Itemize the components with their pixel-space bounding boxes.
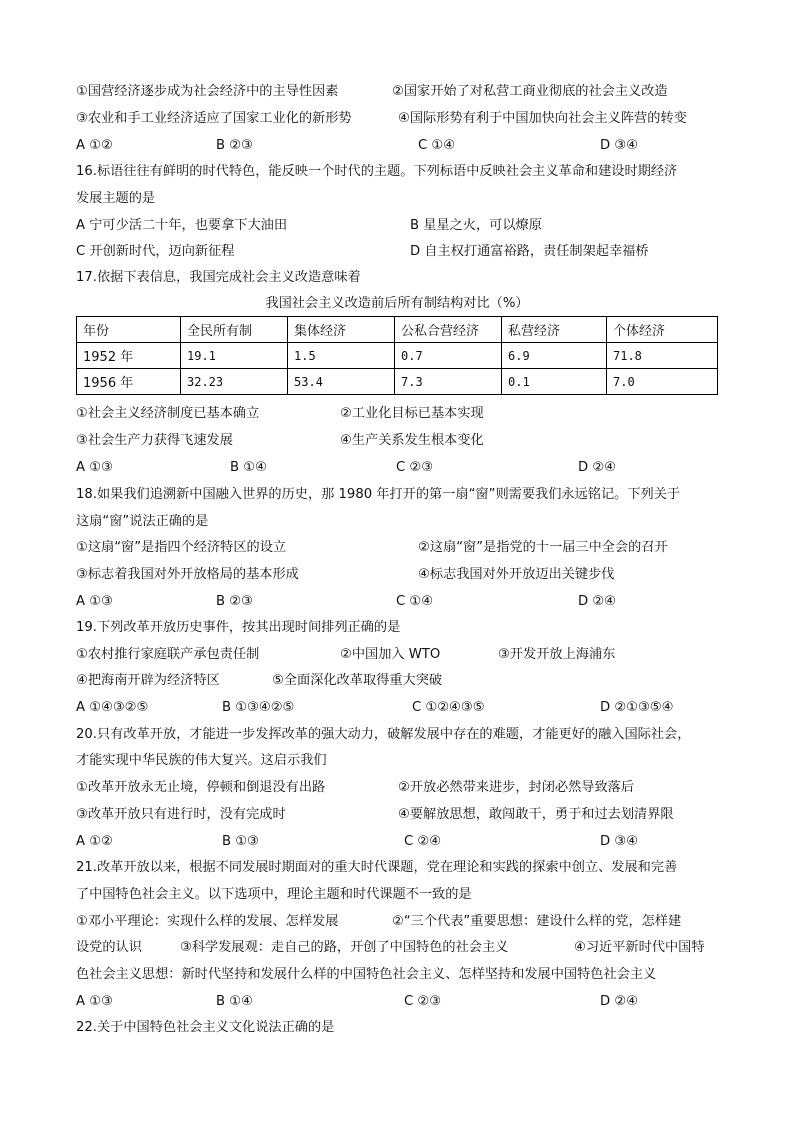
- q21-stem-2: 了中国特色社会主义。以下选项中，理论主题和时代课题不一致的是: [76, 887, 472, 902]
- q15-choice-b: B ②③: [216, 138, 253, 153]
- q16-choice-d: D 自主权打通富裕路，责任制架起幸福桥: [410, 244, 649, 259]
- q21-choice-d: D ②④: [600, 994, 638, 1009]
- table-cell: 0.1: [502, 369, 607, 395]
- q17-option-4: ④生产关系发生根本变化: [340, 433, 484, 448]
- table-header-cell: 年份: [77, 317, 181, 343]
- q18-option-4: ④标志我国对外开放迈出关键步伐: [418, 567, 615, 582]
- q19-option-1: ①农村推行家庭联产承包责任制: [76, 647, 260, 662]
- q20-choice-b: B ①③: [222, 834, 259, 849]
- q22-stem: 22.关于中国特色社会主义文化说法正确的是: [76, 1020, 335, 1035]
- table-cell: 1.5: [288, 343, 395, 369]
- table-cell: 6.9: [502, 343, 607, 369]
- q20-stem-1: 20.只有改革开放，才能进一步发挥改革的强大动力，破解发展中存在的难题，才能更好的融入国际社会，: [76, 727, 691, 742]
- q17-stem: 17.依据下表信息，我国完成社会主义改造意味着: [76, 270, 361, 285]
- q19-choice-b: B ①③④②⑤: [222, 700, 295, 715]
- q20-stem-2: 才能实现中华民族的伟大复兴。这启示我们: [76, 753, 327, 768]
- q19-choice-a: A ①④③②⑤: [76, 700, 149, 715]
- q18-choice-c: C ①④: [396, 594, 434, 609]
- q17-choice-a: A ①③: [76, 460, 113, 475]
- table-cell-year: 1952 年: [77, 343, 181, 369]
- table-cell: 0.7: [395, 343, 502, 369]
- q21-choice-b: B ①④: [216, 994, 253, 1009]
- q18-option-3: ③标志着我国对外开放格局的基本形成: [76, 567, 299, 582]
- q20-option-3: ③改革开放只有进行时，没有完成时: [76, 807, 286, 822]
- q18-choice-a: A ①③: [76, 594, 113, 609]
- q18-choice-d: D ②④: [578, 594, 616, 609]
- table-row: [77, 369, 718, 395]
- table-cell: 71.8: [607, 343, 718, 369]
- table-cell: 7.0: [607, 369, 718, 395]
- q21-option-4-part-2: 色社会主义思想：新时代坚持和发展什么样的中国特色社会主义、怎样坚持和发展中国特色社会主义: [76, 967, 657, 982]
- q19-stem: 19.下列改革开放历史事件，按其出现时间排列正确的是: [76, 620, 401, 635]
- q16-choice-c: C 开创新时代，迈向新征程: [76, 244, 235, 259]
- table-header-row: [77, 317, 718, 343]
- q16-choice-a: A 宁可少活二十年，也要拿下大油田: [76, 218, 288, 233]
- q15-option-1: ①国营经济逐步成为社会经济中的主导性因素: [76, 84, 339, 99]
- q18-option-2: ②这扇“窗”是指党的十一届三中全会的召开: [418, 540, 668, 555]
- q15-choice-c: C ①④: [418, 138, 456, 153]
- q19-choice-c: C ①②④③⑤: [412, 700, 485, 715]
- table-header-cell: 集体经济: [288, 317, 395, 343]
- q18-stem-1: 18.如果我们追溯新中国融入世界的历史，那 1980 年打开的第一扇“窗”则需要我们永远铭记。下列关于: [76, 487, 681, 502]
- table-cell: 53.4: [288, 369, 395, 395]
- q15-option-3: ③农业和手工业经济适应了国家工业化的新形势: [76, 111, 352, 126]
- q20-option-1: ①改革开放永无止境，停顿和倒退没有出路: [76, 780, 326, 795]
- q17-option-2: ②工业化目标已基本实现: [340, 406, 484, 421]
- q15-option-2: ②国家开始了对私营工商业彻底的社会主义改造: [392, 84, 668, 99]
- table-header-cell: 全民所有制: [181, 317, 288, 343]
- q16-stem-1: 16.标语往往有鲜明的时代特色，能反映一个时代的主题。下列标语中反映社会主义革命和建设时期经济: [76, 164, 678, 179]
- q21-stem-1: 21.改革开放以来，根据不同发展时期面对的重大时代课题，党在理论和实践的探索中创立、发展和完善: [76, 860, 678, 875]
- q15-choice-a: A ①②: [76, 138, 113, 153]
- q21-choice-c: C ②③: [404, 994, 442, 1009]
- q21-choice-a: A ①③: [76, 994, 113, 1009]
- table-cell-year: 1956 年: [77, 369, 181, 395]
- q19-choice-d: D ②①③⑤④: [600, 700, 674, 715]
- ownership-structure-table: [76, 316, 718, 395]
- q21-option-1: ①邓小平理论：实现什么样的发展、怎样发展: [76, 914, 339, 929]
- q18-stem-2: 这扇“窗”说法正确的是: [76, 514, 209, 529]
- q21-option-2-part-1: ②“三个代表”重要思想：建设什么样的党，怎样建: [392, 914, 682, 929]
- q17-option-1: ①社会主义经济制度已基本确立: [76, 406, 260, 421]
- q17-choice-b: B ①④: [230, 460, 267, 475]
- q21-option-2-part-2: 设党的认识: [76, 940, 142, 955]
- q17-choice-d: D ②④: [578, 460, 616, 475]
- table-header-cell: 个体经济: [607, 317, 718, 343]
- q20-option-4: ④要解放思想，敢闯敢干，勇于和过去划清界限: [398, 807, 674, 822]
- q21-option-4-part-1: ④习近平新时代中国特: [574, 940, 705, 955]
- q20-option-2: ②开放必然带来进步，封闭必然导致落后: [398, 780, 635, 795]
- q19-option-3: ③开发开放上海浦东: [498, 647, 616, 662]
- q18-choice-b: B ②③: [216, 594, 253, 609]
- table-cell: 32.23: [181, 369, 288, 395]
- q21-option-3: ③科学发展观：走自己的路，开创了中国特色的社会主义: [180, 940, 509, 955]
- q19-option-2: ②中国加入 WTO: [340, 647, 441, 662]
- q15-option-4: ④国际形势有利于中国加快向社会主义阵营的转变: [398, 111, 687, 126]
- table-cell: 19.1: [181, 343, 288, 369]
- q17-table-title: 我国社会主义改造前后所有制结构对比（%）: [265, 296, 529, 311]
- q16-stem-2: 发展主题的是: [76, 191, 156, 206]
- table-row: [77, 343, 718, 369]
- q20-choice-c: C ②④: [404, 834, 442, 849]
- q19-option-5: ⑤全面深化改革取得重大突破: [272, 673, 443, 688]
- q19-option-4: ④把海南开辟为经济特区: [76, 673, 220, 688]
- q18-option-1: ①这扇“窗”是指四个经济特区的设立: [76, 540, 287, 555]
- table-header-cell: 私营经济: [502, 317, 607, 343]
- q17-option-3: ③社会生产力获得飞速发展: [76, 433, 233, 448]
- q17-choice-c: C ②③: [396, 460, 434, 475]
- table-cell: 7.3: [395, 369, 502, 395]
- q20-choice-d: D ③④: [600, 834, 638, 849]
- table-header-cell: 公私合营经济: [395, 317, 502, 343]
- q20-choice-a: A ①②: [76, 834, 113, 849]
- q15-choice-d: D ③④: [600, 138, 638, 153]
- q16-choice-b: B 星星之火，可以燎原: [410, 218, 542, 233]
